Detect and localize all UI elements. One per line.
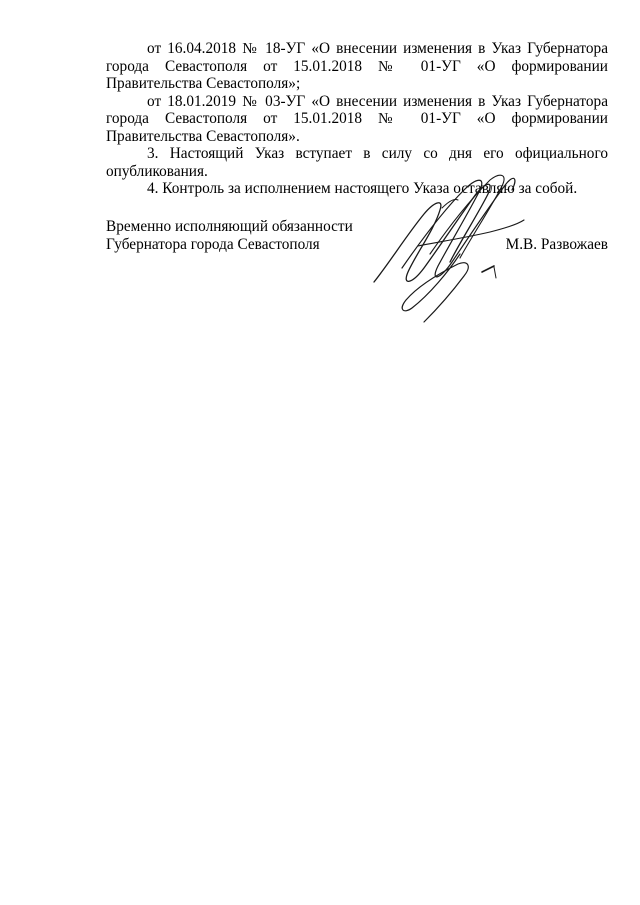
paragraph-amendment-2018: от 16.04.2018 № 18-УГ «О внесении изменения в Указ Губернатора города Севастополя от 15.01.2018 № 01-УГ «О формировании Правительства Севастополя»;	[106, 40, 608, 92]
signature-block	[106, 218, 608, 254]
paragraph-entry-into-force: 3. Настоящий Указ вступает в силу со дня его официального опубликования.	[106, 145, 608, 180]
signatory-position-line1	[106, 218, 608, 236]
signatory-position-line2	[106, 236, 608, 254]
paragraph-amendment-2019: от 18.01.2019 № 03-УГ «О внесении изменения в Указ Губернатора города Севастополя от 15.01.2018 № 01-УГ «О формировании Правительства Севастополя».	[106, 92, 608, 145]
signatory-name: М.В. Развожаев	[505, 236, 608, 253]
handwritten-signature	[368, 150, 528, 330]
signatory-position-text-2: Губернатора города Севастополя	[106, 236, 320, 253]
paragraph-control: 4. Контроль за исполнением настоящего Указа оставляю за собой.	[147, 180, 578, 197]
document-body	[106, 40, 608, 198]
signatory-position-text-1: Временно исполняющий обязанности	[106, 218, 353, 235]
